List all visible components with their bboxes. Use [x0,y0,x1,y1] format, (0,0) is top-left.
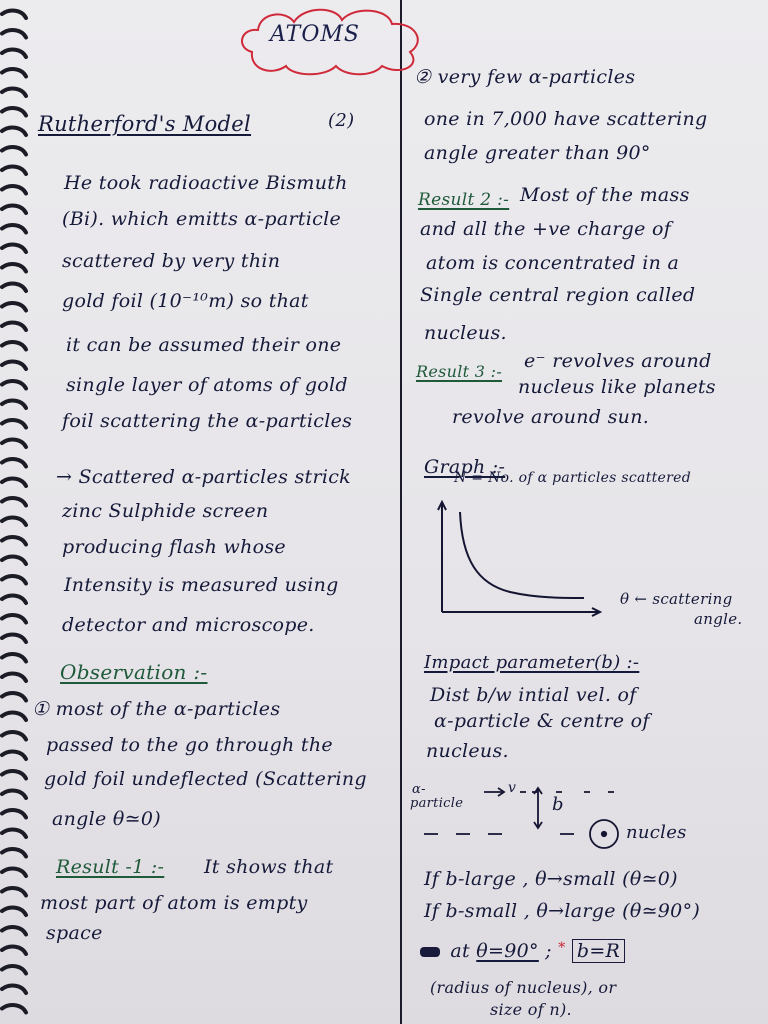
result3-line-3: revolve around sun. [452,406,650,428]
result2-line-4: Single central region called [420,284,696,306]
rutherford-heading: Rutherford's Model [38,112,252,136]
diagram-particle-label: particle [410,796,464,811]
spiral-coil [2,557,26,564]
rule-theta-90 [420,940,625,962]
rule-b-large: If b-large , θ→small (θ≃0) [424,868,678,890]
obs2-line-1: ② very few α-particles [414,66,636,88]
spiral-coil [2,264,26,271]
spiral-coil [2,791,26,798]
spiral-coil [2,615,26,622]
radius-note-line-1: (radius of nucleus), or [430,978,617,997]
spiral-coil [2,342,26,349]
obs1-line-3: gold foil undeflected (Scattering [44,768,367,790]
spiral-coil [2,693,26,700]
spiral-coil [2,381,26,388]
obs1-line-4: angle θ≃0) [52,808,161,830]
result3-line-2: nucleus like planets [518,376,716,398]
result1-line-3: space [46,922,103,944]
radius-note-line-2: size of n). [490,1000,572,1019]
graph-heading: Graph :- [424,456,506,478]
impact-heading: Impact parameter(b) :- [424,652,640,673]
spiral-coil [2,927,26,934]
spiral-coil [2,849,26,856]
para1-line-6: single layer of atoms of gold [66,374,348,396]
spiral-coil [2,11,26,18]
graph-y-label: N = No. of α particles scattered [454,470,691,486]
scribble-mark [420,947,440,957]
para1-line-4: gold foil (10⁻¹⁰m) so that [62,290,309,312]
result2-label: Result 2 :- [418,190,510,210]
spiral-coil [2,362,26,369]
spiral-coil [2,206,26,213]
spiral-coil [2,498,26,505]
spiral-binding [0,0,30,1024]
b-equals-r-box: b=R [572,939,625,963]
theta-90-value: θ=90° [476,940,539,962]
obs1-line-2: passed to the go through the [46,734,333,756]
observation-heading: Observation :- [60,660,208,684]
graph-curve [460,512,584,598]
diagram-alpha-label: α- [412,782,426,797]
column-divider [400,0,402,1024]
para1-line-3: scattered by very thin [62,250,281,272]
diagram-b-label: b [552,794,564,815]
spiral-coil [2,947,26,954]
spiral-coil [2,401,26,408]
at-prefix: at [450,940,470,962]
para2-line-3: producing flash whose [62,536,286,558]
obs2-line-2: one in 7,000 have scattering [424,108,708,130]
graph-x-label-2: angle. [694,610,743,628]
diagram-v-label: v [508,780,517,796]
result1-line-2: most part of atom is empty [40,892,308,914]
spiral-coil [2,596,26,603]
para1-line-7: foil scattering the α-particles [62,410,353,432]
para1-line-2: (Bi). which emitts α-particle [62,208,342,230]
spiral-coil [2,128,26,135]
diagram-nucleus-label: nucles [626,822,687,843]
impact-line-1: Dist b/w intial vel. of [430,684,637,706]
spiral-coil [2,674,26,681]
spiral-coil [2,459,26,466]
impact-parameter-diagram [408,780,738,850]
result3-label: Result 3 :- [416,362,503,381]
result3-line-1: e⁻ revolves around [524,350,712,372]
para2-line-2: zinc Sulphide screen [62,500,269,522]
spiral-coil [2,888,26,895]
para1-line-1: He took radioactive Bismuth [64,172,348,194]
para2-line-5: detector and microscope. [62,614,315,636]
star-mark: * [558,940,566,956]
spiral-coil [2,186,26,193]
spiral-coil [2,1005,26,1012]
spiral-coil [2,830,26,837]
page-title: ATOMS [270,22,360,47]
impact-line-2: α-particle & centre of [434,710,650,732]
graph-x-label: θ ← scattering [620,590,733,608]
spiral-coil [2,986,26,993]
result2-line-2: and all the +ve charge of [420,218,672,240]
spiral-coil [2,323,26,330]
spiral-coil [2,869,26,876]
spiral-coil [2,908,26,915]
spiral-coil [2,167,26,174]
obs2-line-3: angle greater than 90° [424,142,651,164]
spiral-coil [2,810,26,817]
spiral-coil [2,284,26,291]
spiral-coil [2,147,26,154]
spiral-coil [2,303,26,310]
spiral-coil [2,635,26,642]
spiral-coil [2,654,26,661]
spiral-coil [2,713,26,720]
para2-line-4: Intensity is measured using [64,574,339,596]
scattering-graph [432,490,612,620]
spiral-coil [2,752,26,759]
spiral-coil [2,50,26,57]
spiral-coil [2,576,26,583]
impact-line-3: nucleus. [426,740,509,762]
separator: ; [545,940,552,962]
spiral-coil [2,69,26,76]
spiral-coil [2,440,26,447]
spiral-coil [2,420,26,427]
para1-line-5: it can be assumed their one [66,334,342,356]
obs1-line-1: ① most of the α-particles [32,698,281,720]
result2-line-1: Most of the mass [520,184,690,206]
spiral-coil [2,771,26,778]
spiral-coil [2,108,26,115]
rule-b-small: If b-small , θ→large (θ≃90°) [424,900,701,922]
result1-label: Result -1 :- [56,856,165,878]
result2-line-3: atom is concentrated in a [426,252,680,274]
spiral-coil [2,30,26,37]
spiral-coil [2,518,26,525]
result1-line-1: It shows that [204,856,334,878]
spiral-coil [2,225,26,232]
page-number: (2) [328,110,355,131]
spiral-coil [2,89,26,96]
spiral-coil [2,966,26,973]
spiral-coil [2,732,26,739]
spiral-coil [2,537,26,544]
para2-line-1: → Scattered α-particles strick [56,466,351,488]
spiral-coil [2,245,26,252]
result2-line-5: nucleus. [424,322,507,344]
spiral-coil [2,479,26,486]
